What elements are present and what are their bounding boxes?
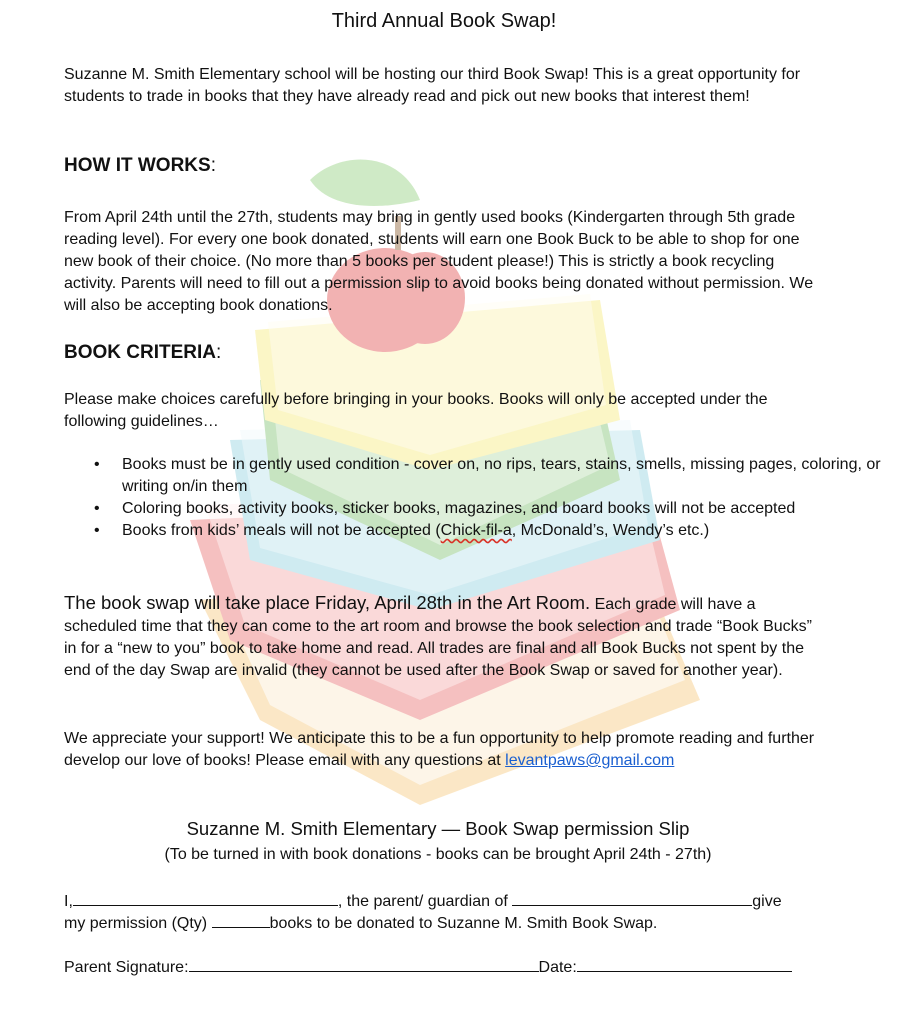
parent-name-blank[interactable] [73,890,338,906]
book-quantity-blank[interactable] [212,912,270,928]
intro-paragraph: Suzanne M. Smith Elementary school will be hosting our third Book Swap! This is a great opportunity for students to trade in books that they have already read and pick out new books that interest them! [64,66,801,105]
closing-paragraph [64,728,824,772]
swap-info-lead: The book swap will take place Friday, April 28th in the Art Room. [64,592,591,613]
slip-quantity-label: my permission (Qty) [64,915,208,932]
criteria-list [64,454,882,542]
how-it-works-heading [64,155,216,177]
slip-quantity-row [64,912,657,933]
date-label: Date: [538,959,577,976]
signature-blank[interactable] [189,956,539,972]
list-item [122,520,882,542]
how-it-works-heading-colon: : [210,155,216,176]
list-item: • Coloring books, activity books, sticker books, magazines, and board books will not be accepted [122,498,882,520]
book-criteria-heading-colon: : [216,342,222,363]
slip-donation-label: books to be donated to Suzanne M. Smith Book Swap. [269,915,658,932]
book-criteria-heading-text: BOOK CRITERIA [64,342,216,363]
how-it-works-body: From April 24th until the 27th, students may bring in gently used books (Kindergarten through 5th grade reading level). For every one book donated, students will earn one Book Buck to be able to shop for one new book of their choice. (No more than 5 books per student please!) This is strictly a book recycling activity. Parents will need to fill out a permission slip to avoid books being donated without permission. We will also be accepting book donations. [64,209,814,314]
slip-title: Suzanne M. Smith Elementary — Book Swap permission Slip [186,818,690,839]
email-link[interactable]: levantpaws@gmail.com [505,752,675,769]
slip-i-label: I, [64,893,73,910]
list-item-text-after: , McDonald’s, Wendy’s etc.) [511,522,710,539]
date-blank[interactable] [577,956,792,972]
slip-guardian-label: , the parent/ guardian of [337,893,508,910]
slip-subtitle: (To be turned in with book donations - books can be brought April 24th - 27th) [164,846,712,863]
closing-text: We appreciate your support! We anticipate this to be a fun opportunity to help promote reading and further develop our love of books! Please email with any questions at [64,730,815,769]
how-it-works-heading-text: HOW IT WORKS [64,155,211,176]
flyer-title: Third Annual Book Swap! [331,10,557,32]
book-criteria-intro: Please make choices carefully before bringing in your books. Books will only be accepted under the following guidelines… [64,391,768,430]
student-name-blank[interactable] [512,890,752,906]
swap-info-rest: Each grade will have a scheduled time that they can come to the art room and browse the book selection and trade “Book Bucks” in for a “new to you” book to take home and read. All trades are final and all Book Bucks not spent by the end of the day Swap are invalid (they cannot be used after the Book Swap or saved for another year). [64,596,812,679]
slip-give-label: give [752,893,782,910]
slip-signature-row [64,956,792,977]
slip-guardian-row [64,890,782,911]
list-item-text-before: Books from kids’ meals will not be accepted ( [122,522,441,539]
book-criteria-heading [64,342,221,364]
signature-label: Parent Signature: [64,959,189,976]
spellcheck-flagged-word: Chick-fil-a [440,522,512,539]
swap-info-paragraph [64,592,824,682]
list-item: • Books must be in gently used condition - cover on, no rips, tears, stains, smells, missing pages, coloring, or writing on/in them [122,454,882,498]
